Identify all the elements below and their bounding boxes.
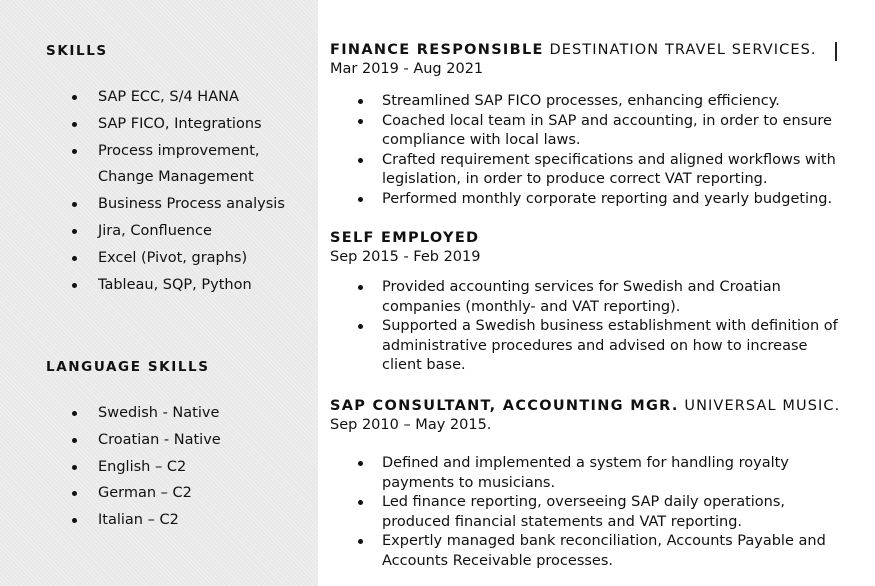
skill-item: Tableau, SQP, Python (72, 272, 285, 299)
job-bullet: Led finance reporting, overseeing SAP daily operations, produced financial statements and VAT reporting. (330, 493, 850, 532)
job-bullet: Crafted requirement specifications and aligned workflows with legislation, in order to produce correct VAT reporting. (330, 151, 850, 190)
skills-heading: SKILLS (46, 43, 108, 59)
language-item: Swedish - Native (72, 400, 221, 427)
job-entry (330, 229, 850, 374)
job-role: SAP CONSULTANT, ACCOUNTING MGR. (330, 398, 679, 414)
job-bullet: Expertly managed bank reconciliation, Accounts Payable and Accounts Receivable processes. (330, 532, 850, 571)
skill-item: Jira, Confluence (72, 218, 285, 245)
skills-list (72, 84, 285, 298)
job-dates: Sep 2010 – May 2015. (330, 417, 492, 433)
text-cursor (835, 42, 837, 61)
language-item: Italian – C2 (72, 507, 221, 534)
job-dates: Mar 2019 - Aug 2021 (330, 61, 484, 77)
job-role: FINANCE RESPONSIBLE (330, 42, 544, 58)
skill-item-continued: Change Management (98, 169, 254, 186)
skill-item: Business Process analysis (72, 191, 285, 218)
job-bullet: Supported a Swedish business establishment with definition of administrative procedures and advised on how to increase client base. (330, 317, 850, 376)
skill-item: Excel (Pivot, graphs) (72, 245, 285, 272)
job-title (330, 397, 850, 416)
job-company: UNIVERSAL MUSIC. (678, 398, 841, 414)
job-dates: Sep 2015 - Feb 2019 (330, 249, 481, 265)
job-bullets (330, 454, 850, 572)
language-item: German – C2 (72, 480, 221, 507)
job-company: DESTINATION TRAVEL SERVICES. (543, 42, 817, 58)
job-bullet: Provided accounting services for Swedish and Croatian companies (monthly- and VAT reporting). (330, 278, 850, 317)
job-bullet: Defined and implemented a system for handling royalty payments to musicians. (330, 454, 850, 493)
language-item: English – C2 (72, 454, 221, 481)
job-bullets (330, 92, 850, 210)
job-bullet: Coached local team in SAP and accounting, in order to ensure compliance with local laws. (330, 112, 850, 151)
sidebar (0, 0, 318, 586)
job-bullet: Streamlined SAP FICO processes, enhancing efficiency. (330, 92, 850, 112)
skill-item: SAP FICO, Integrations (72, 111, 285, 138)
job-entry (330, 41, 850, 207)
languages-list (72, 400, 221, 534)
job-bullets (330, 278, 850, 376)
job-role: SELF EMPLOYED (330, 230, 480, 246)
skill-item: SAP ECC, S/4 HANA (72, 84, 285, 111)
job-title (330, 229, 850, 248)
job-title (330, 41, 850, 60)
language-skills-heading: LANGUAGE SKILLS (46, 359, 210, 375)
job-bullet: Performed monthly corporate reporting and yearly budgeting. (330, 190, 850, 210)
skill-item: Process improvement, (72, 138, 285, 165)
language-item: Croatian - Native (72, 427, 221, 454)
job-entry (330, 397, 850, 569)
